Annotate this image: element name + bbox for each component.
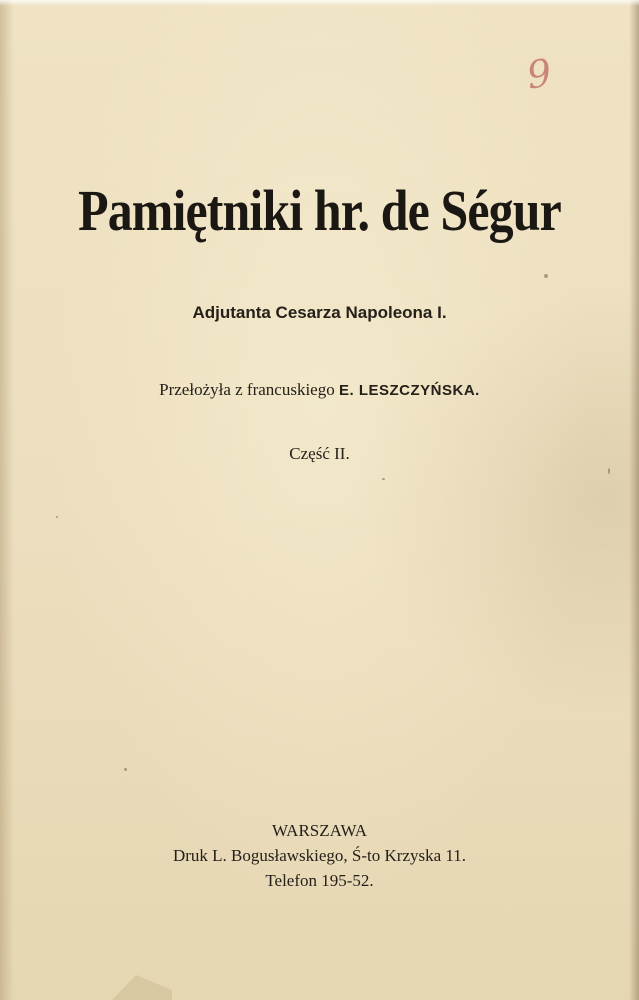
handwritten-shelf-mark: 9 <box>524 50 555 98</box>
torn-corner <box>112 975 172 1000</box>
page-top-edge <box>0 0 639 6</box>
imprint-block <box>0 818 639 893</box>
paper-speck <box>608 468 610 474</box>
translator-prefix: Przełożyła z francuskiego <box>159 380 335 399</box>
imprint-printer: Druk L. Bogusławskiego, Ś-to Krzyska 11. <box>172 846 467 865</box>
translator-name: E. LESZCZYŃSKA. <box>338 382 480 399</box>
book-title: Pamiętniki hr. de Ségur <box>78 178 561 243</box>
imprint-city: WARSZAWA <box>272 821 367 840</box>
translator-credit <box>0 378 639 403</box>
paper-speck <box>544 274 548 278</box>
imprint-phone: Telefon 195-52. <box>265 871 374 890</box>
volume-part: Część II. <box>289 444 350 463</box>
paper-speck <box>124 768 127 771</box>
paper-speck <box>56 516 58 518</box>
paper-speck <box>382 478 385 480</box>
book-subtitle: Adjutanta Cesarza Napoleona I. <box>192 303 447 322</box>
